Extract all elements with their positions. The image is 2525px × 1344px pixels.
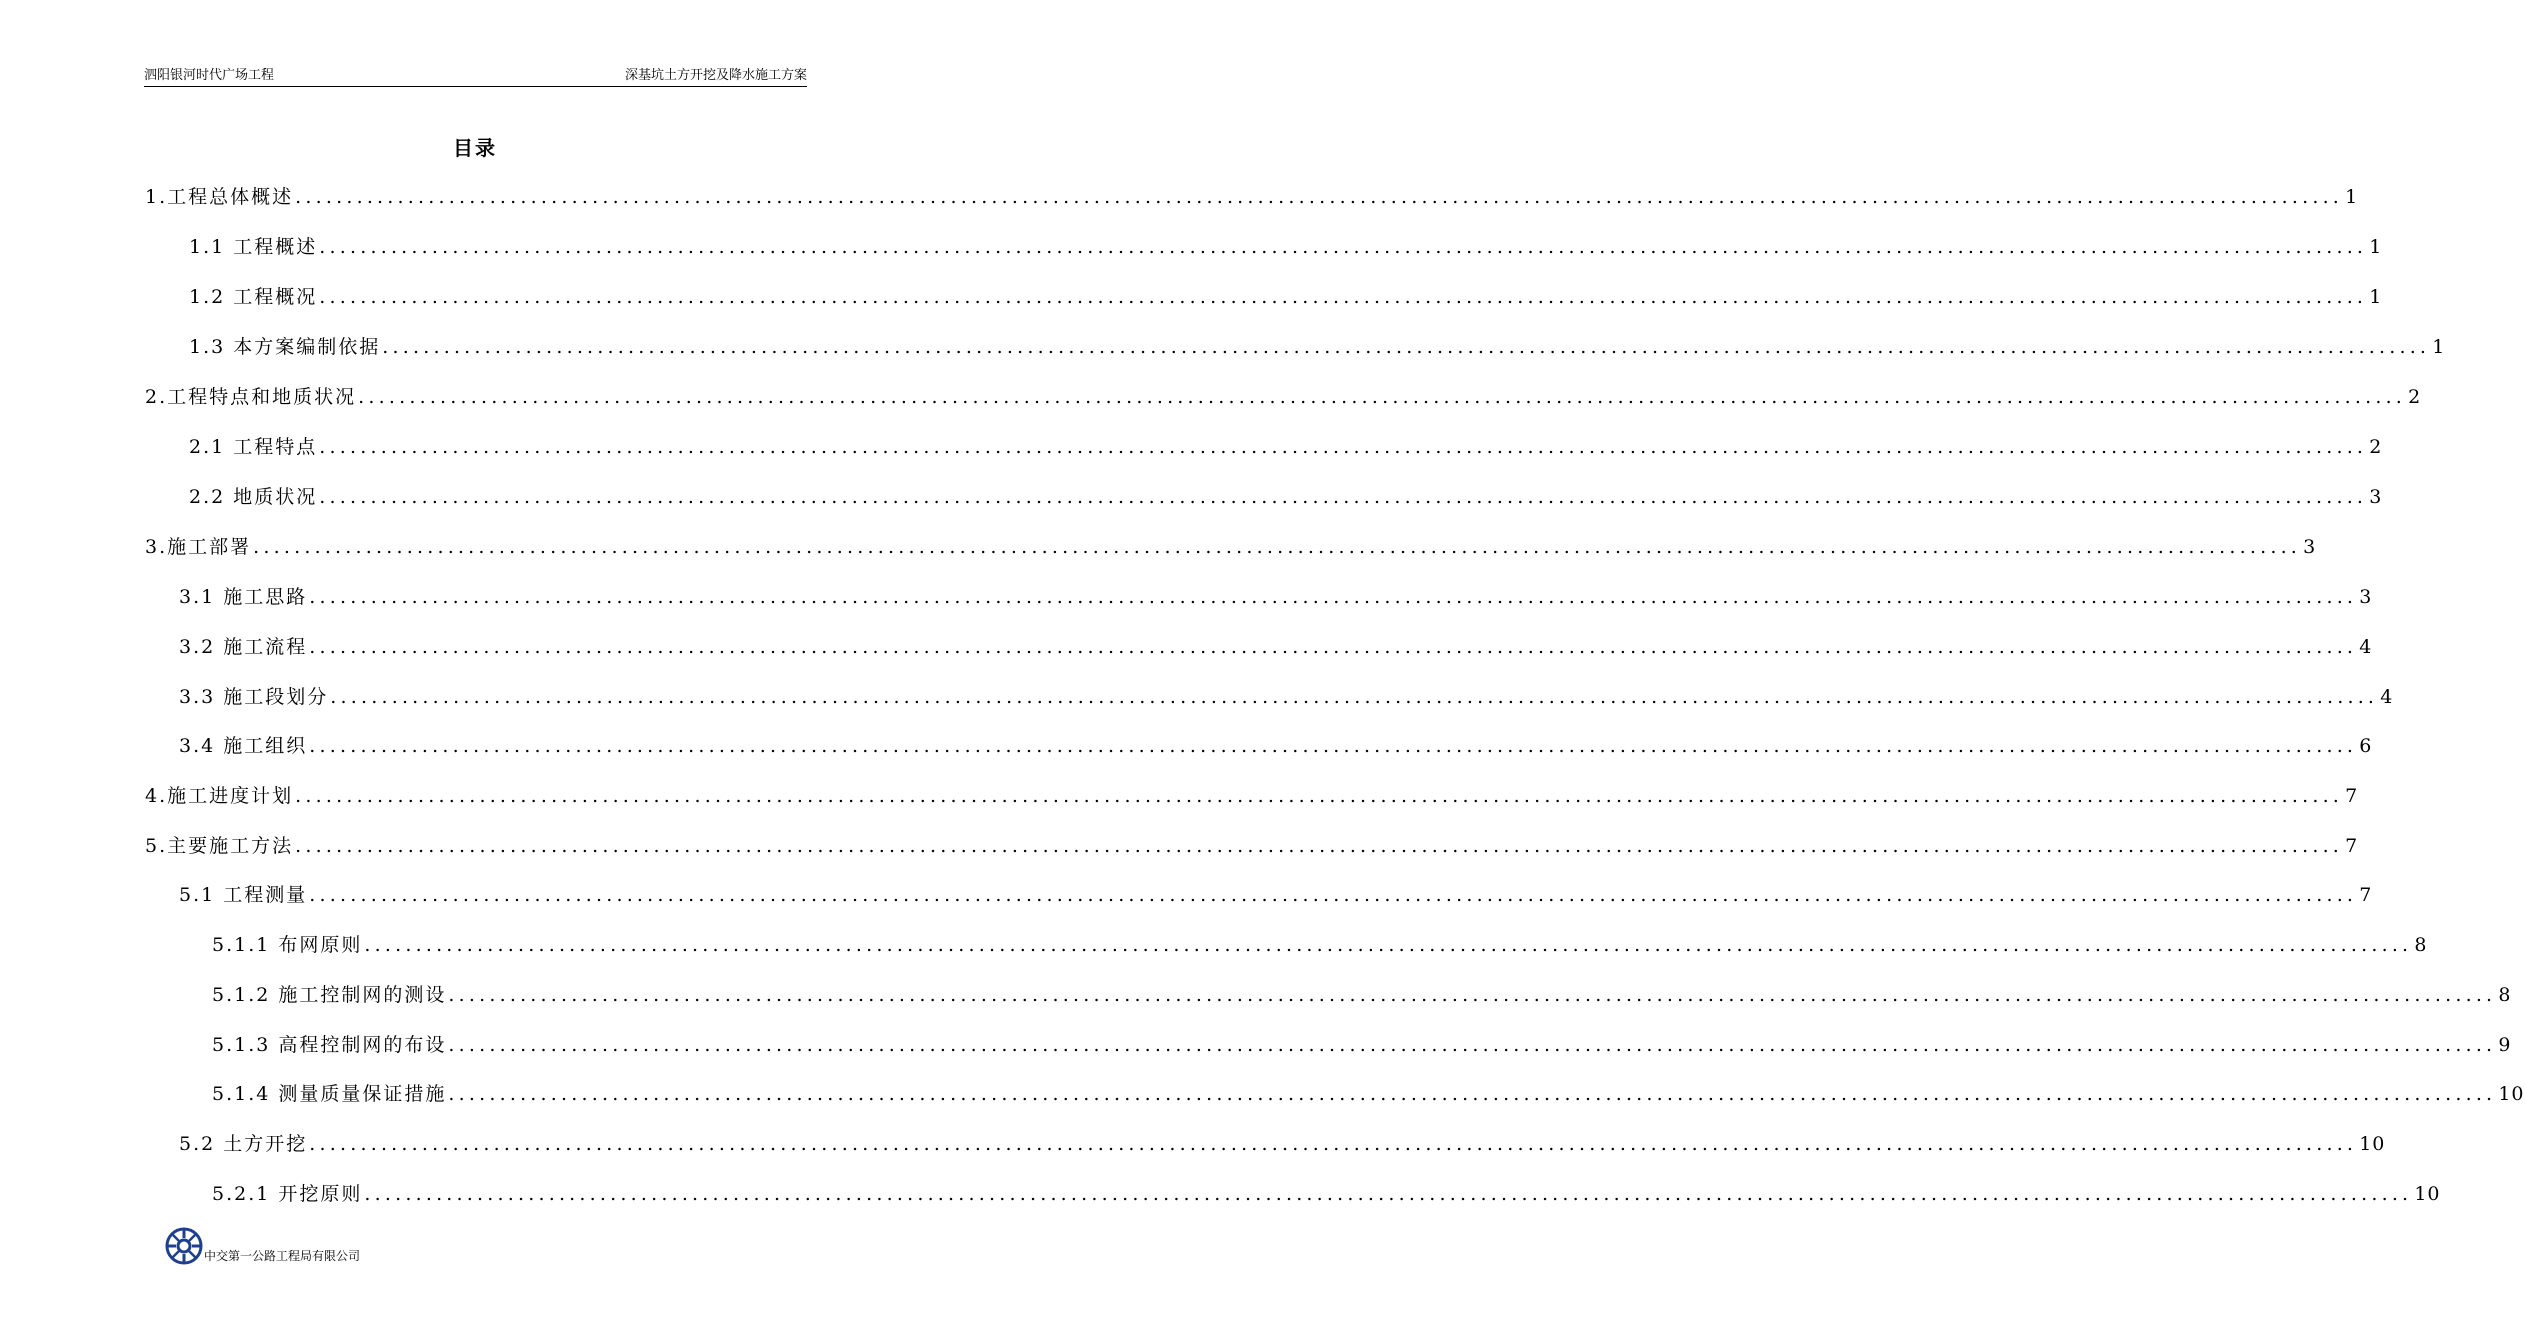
toc-entry[interactable] xyxy=(145,534,2317,560)
toc-leader-dots: ........................................................................................................................................................................................................ xyxy=(309,636,2358,658)
toc-entry-label: 2.1 工程特点 xyxy=(189,436,318,458)
toc-entry[interactable] xyxy=(189,334,2446,360)
toc-entry[interactable] xyxy=(179,733,2373,759)
toc-leader-dots: ........................................................................................................................................................................................................ xyxy=(309,586,2358,608)
toc-entry-page: 10 xyxy=(2414,1183,2441,1205)
toc-entry-page: 4 xyxy=(2359,636,2373,658)
toc-entry[interactable] xyxy=(145,833,2359,859)
toc-leader-dots: ........................................................................................................................................................................................................ xyxy=(253,536,2302,558)
toc-entry-page: 6 xyxy=(2359,735,2373,757)
toc-entry[interactable] xyxy=(179,584,2373,610)
toc-leader-dots: ........................................................................................................................................................................................................ xyxy=(448,1083,2497,1105)
toc-leader-dots: ........................................................................................................................................................................................................ xyxy=(448,984,2497,1006)
toc-entry-page: 3 xyxy=(2369,486,2383,508)
toc-entry-page: 4 xyxy=(2380,686,2394,708)
toc-entry[interactable] xyxy=(212,982,2512,1008)
toc-entry-label: 3.1 施工思路 xyxy=(179,586,308,608)
toc-entry-label: 1.3 本方案编制依据 xyxy=(189,336,381,358)
toc-entry-page: 7 xyxy=(2345,785,2359,807)
toc-entry-label: 5.1.4 测量质量保证措施 xyxy=(212,1083,447,1105)
toc-entry[interactable] xyxy=(212,932,2428,958)
footer-company-name: 中交第一公路工程局有限公司 xyxy=(204,1249,361,1263)
toc-entry[interactable] xyxy=(212,1032,2512,1058)
toc-entry-label: 2.2 地质状况 xyxy=(189,486,318,508)
toc-entry-label: 5.1.3 高程控制网的布设 xyxy=(212,1034,447,1056)
toc-entry-label: 3.3 施工段划分 xyxy=(179,686,329,708)
toc-leader-dots: ........................................................................................................................................................................................................ xyxy=(295,835,2344,857)
toc-leader-dots: ........................................................................................................................................................................................................ xyxy=(319,486,2368,508)
toc-leader-dots: ........................................................................................................................................................................................................ xyxy=(364,934,2413,956)
toc-entry-page: 3 xyxy=(2303,536,2317,558)
toc-entry-label: 4.施工进度计划 xyxy=(145,785,294,807)
toc-entry-page: 1 xyxy=(2369,286,2383,308)
toc-entry-label: 5.1 工程测量 xyxy=(179,884,308,906)
toc-entry-label: 1.工程总体概述 xyxy=(145,186,294,208)
toc-leader-dots: ........................................................................................................................................................................................................ xyxy=(358,386,2407,408)
toc-entry-page: 10 xyxy=(2498,1083,2525,1105)
toc-entry[interactable] xyxy=(179,882,2373,908)
toc-leader-dots: ........................................................................................................................................................................................................ xyxy=(309,884,2358,906)
toc-entry-page: 1 xyxy=(2432,336,2446,358)
toc-entry-label: 2.工程特点和地质状况 xyxy=(145,386,357,408)
toc-entry[interactable] xyxy=(189,234,2383,260)
toc-entry[interactable] xyxy=(179,634,2373,660)
toc-entry-label: 3.4 施工组织 xyxy=(179,735,308,757)
toc-entry-page: 8 xyxy=(2414,934,2428,956)
toc-leader-dots: ........................................................................................................................................................................................................ xyxy=(330,686,2379,708)
toc-entry-page: 2 xyxy=(2369,436,2383,458)
toc-entry-label: 5.1.1 布网原则 xyxy=(212,934,363,956)
toc-entry-label: 3.2 施工流程 xyxy=(179,636,308,658)
toc-entry-page: 2 xyxy=(2408,386,2422,408)
toc-entry[interactable] xyxy=(145,184,2359,210)
toc-entry[interactable] xyxy=(189,284,2383,310)
toc-leader-dots: ........................................................................................................................................................................................................ xyxy=(319,236,2368,258)
header-document-name: 深基坑土方开挖及降水施工方案 xyxy=(624,68,807,83)
toc-entry-label: 5.2 土方开挖 xyxy=(179,1133,308,1155)
toc-entry-page: 9 xyxy=(2498,1034,2512,1056)
toc-entry-page: 7 xyxy=(2359,884,2373,906)
toc-entry[interactable] xyxy=(179,684,2394,710)
toc-leader-dots: ........................................................................................................................................................................................................ xyxy=(309,1133,2358,1155)
toc-entry[interactable] xyxy=(145,384,2422,410)
toc-entry[interactable] xyxy=(189,434,2383,460)
toc-entry-page: 3 xyxy=(2359,586,2373,608)
toc-entry[interactable] xyxy=(212,1081,2525,1107)
toc-entry[interactable] xyxy=(145,783,2359,809)
toc-leader-dots: ........................................................................................................................................................................................................ xyxy=(364,1183,2413,1205)
toc-leader-dots: ........................................................................................................................................................................................................ xyxy=(319,286,2368,308)
company-logo-icon xyxy=(164,1226,204,1266)
toc-entry[interactable] xyxy=(189,484,2383,510)
toc-entry-page: 8 xyxy=(2498,984,2512,1006)
toc-entry-page: 1 xyxy=(2369,236,2383,258)
toc-entry-label: 5.主要施工方法 xyxy=(145,835,294,857)
toc-entry-label: 3.施工部署 xyxy=(145,536,252,558)
toc-title: 目录 xyxy=(453,136,497,160)
page-footer xyxy=(164,1222,360,1266)
toc-entry-page: 7 xyxy=(2345,835,2359,857)
toc-entry-label: 1.1 工程概述 xyxy=(189,236,318,258)
toc-leader-dots: ........................................................................................................................................................................................................ xyxy=(295,785,2344,807)
toc-entry[interactable] xyxy=(179,1131,2386,1157)
toc-leader-dots: ........................................................................................................................................................................................................ xyxy=(319,436,2368,458)
toc-leader-dots: ........................................................................................................................................................................................................ xyxy=(382,336,2431,358)
toc-entry-label: 5.1.2 施工控制网的测设 xyxy=(212,984,447,1006)
toc-entry-page: 10 xyxy=(2359,1133,2386,1155)
toc-entry-label: 5.2.1 开挖原则 xyxy=(212,1183,363,1205)
toc-entry-label: 1.2 工程概况 xyxy=(189,286,318,308)
header-project-name: 泗阳银河时代广场工程 xyxy=(144,68,275,83)
toc-entry-page: 1 xyxy=(2345,186,2359,208)
toc-leader-dots: ........................................................................................................................................................................................................ xyxy=(309,735,2358,757)
toc-entry[interactable] xyxy=(212,1181,2441,1207)
toc-leader-dots: ........................................................................................................................................................................................................ xyxy=(448,1034,2497,1056)
toc-leader-dots: ........................................................................................................................................................................................................ xyxy=(295,186,2344,208)
page-header xyxy=(144,66,807,87)
